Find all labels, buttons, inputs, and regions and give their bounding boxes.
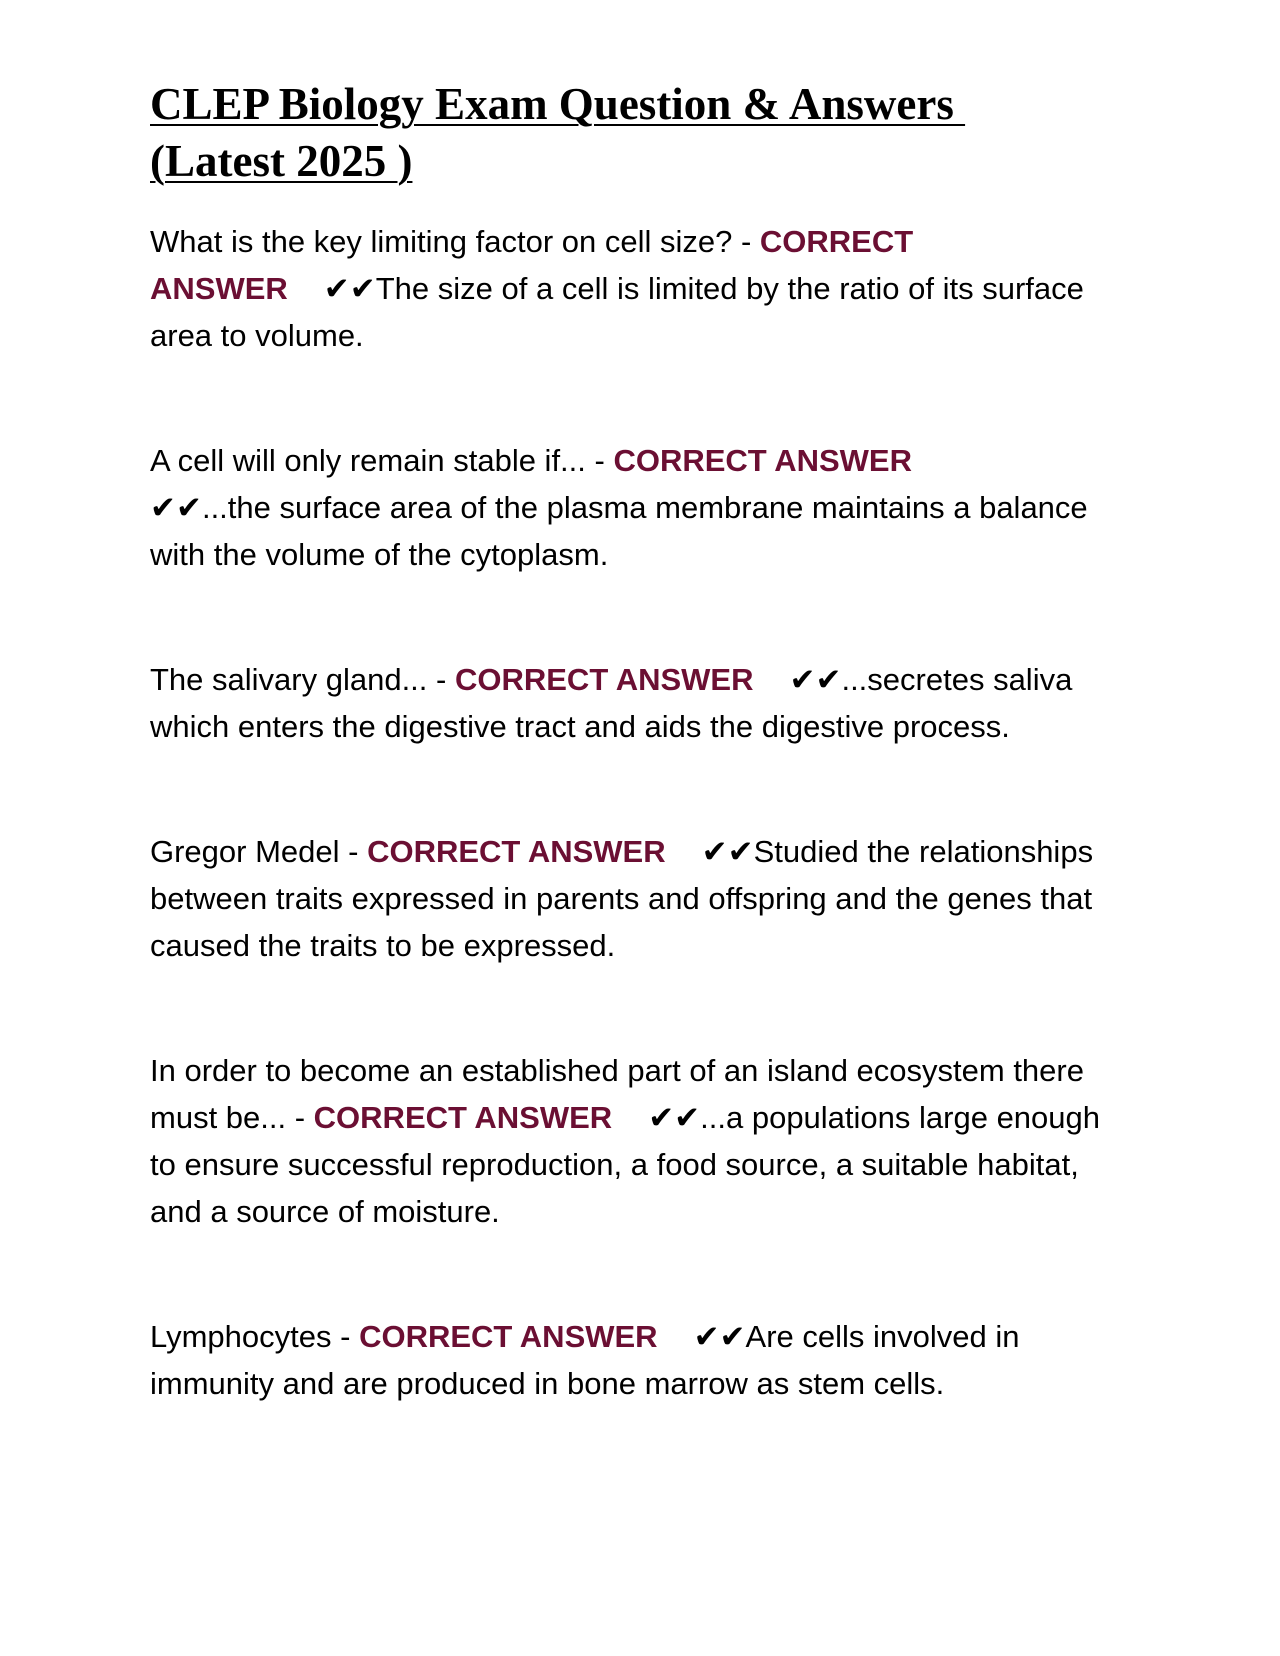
- qa-item: [150, 1313, 1130, 1407]
- qa-item: [150, 828, 1130, 969]
- checkmark-icon: ✔✔: [693, 1319, 746, 1354]
- answer-text: ...a populations large enough to ensure successful reproduction, a food source, a suitable habitat, and a source of moisture.: [150, 1100, 1101, 1229]
- correct-answer-label: CORRECT ANSWER: [454, 662, 754, 697]
- qa-item: [150, 1047, 1130, 1235]
- separator: -: [286, 1100, 314, 1135]
- checkmark-icon: ✔✔: [789, 662, 842, 697]
- correct-answer-label: CORRECT ANSWER: [150, 224, 914, 306]
- checkmark-icon: ✔✔: [701, 834, 754, 869]
- separator: -: [427, 662, 455, 697]
- answer-text: Are cells involved in immunity and are produced in bone marrow as stem cells.: [150, 1319, 1020, 1401]
- title-line-1: CLEP Biology Exam Question & Answers: [150, 79, 966, 129]
- separator: -: [732, 224, 760, 259]
- question-text: The salivary gland...: [150, 662, 428, 697]
- question-text: Gregor Medel: [150, 834, 340, 869]
- separator: -: [585, 443, 614, 478]
- document-title: [150, 76, 1130, 190]
- qa-item: [150, 656, 1130, 750]
- answer-text: The size of a cell is limited by the ratio of its surface area to volume.: [150, 271, 1084, 353]
- correct-answer-label: CORRECT ANSWER: [359, 1319, 658, 1354]
- correct-answer-label: CORRECT ANSWER: [367, 834, 666, 869]
- question-text: Lymphocytes: [150, 1319, 332, 1354]
- checkmark-icon: ✔✔: [323, 271, 376, 306]
- answer-text: Studied the relationships between traits expressed in parents and offspring and the genes that caused the traits to be expressed.: [150, 834, 1094, 963]
- checkmark-icon: ✔✔: [150, 490, 202, 525]
- correct-answer-label: CORRECT ANSWER: [313, 1100, 613, 1135]
- separator: -: [331, 1319, 360, 1354]
- document-page: [150, 76, 1130, 1485]
- question-text: What is the key limiting factor on cell size?: [150, 224, 733, 259]
- question-text: In order to become an established part of an island ecosystem there must be...: [150, 1053, 1084, 1135]
- answer-text: ...secretes saliva which enters the digestive tract and aids the digestive process.: [150, 662, 1073, 744]
- separator: -: [339, 834, 368, 869]
- checkmark-icon: ✔✔: [648, 1100, 701, 1135]
- question-text: A cell will only remain stable if...: [150, 443, 586, 478]
- qa-item: [150, 437, 1130, 578]
- correct-answer-label: CORRECT ANSWER: [613, 443, 912, 478]
- qa-item: [150, 218, 1130, 359]
- answer-text: ...the surface area of the plasma membrane maintains a balance with the volume of the cytoplasm.: [150, 490, 1088, 572]
- title-line-2: (Latest 2025 ): [150, 136, 413, 186]
